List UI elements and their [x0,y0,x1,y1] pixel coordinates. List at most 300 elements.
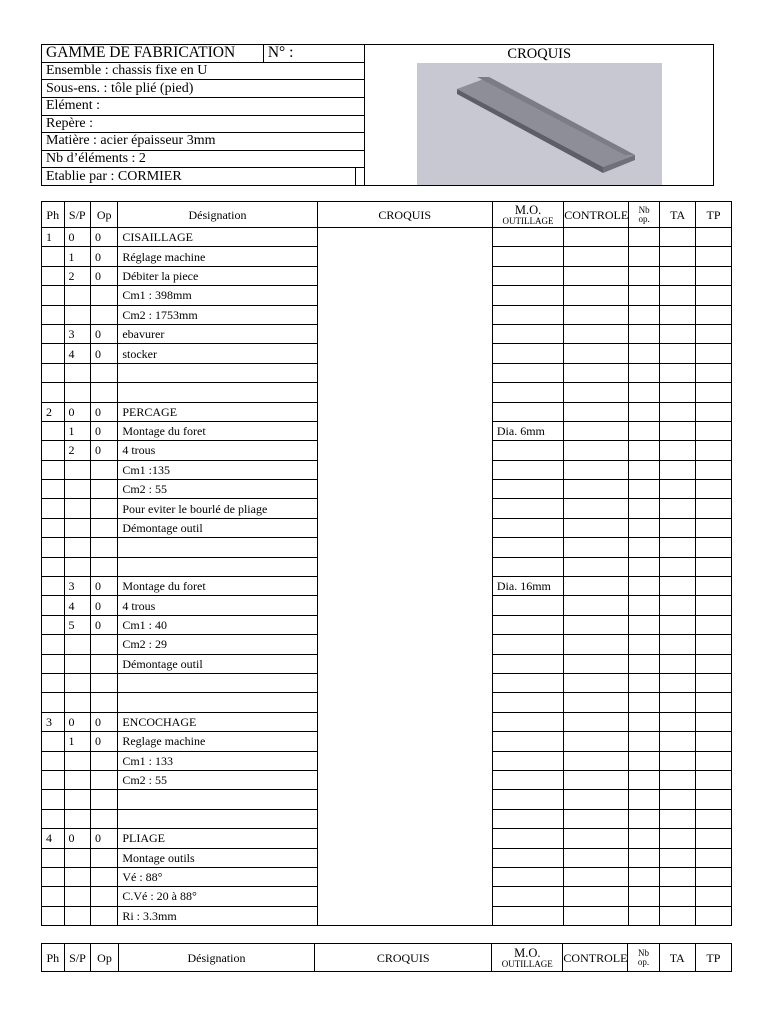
cell-ta [660,693,696,712]
cell-controle [564,712,629,731]
cell-nb-op [629,286,660,305]
cell-op [91,887,118,906]
cell-ph [42,654,65,673]
cell-mo-outillage [492,402,563,421]
cell-nb-op [629,790,660,809]
cell-sp [64,363,91,382]
cell-tp [696,228,732,247]
cell-designation: 4 trous [118,596,317,615]
cell-controle [564,383,629,402]
cell-op: 0 [91,228,118,247]
cell-ta [660,344,696,363]
cell-tp [696,460,732,479]
operations-table-continued [41,943,732,972]
col-ph: Ph [42,944,65,972]
cell-ph [42,848,65,867]
header-croquis-label: CROQUIS [507,46,572,62]
cell-croquis-area [317,228,492,926]
cell-designation: Cm1 : 398mm [118,286,317,305]
cell-tp [696,421,732,440]
cell-mo-outillage [492,867,563,886]
cell-designation: ebavurer [118,324,317,343]
cell-ph [42,441,65,460]
cell-sp: 3 [64,324,91,343]
cell-ta [660,305,696,324]
cell-sp [64,770,91,789]
cell-controle [564,577,629,596]
header-sous-ensemble: Sous-ens. : tôle plié (pied) [42,80,365,98]
cell-ph [42,596,65,615]
col-nb-label: Nb [638,204,650,215]
col-nb-op [629,202,660,228]
cell-ta [660,732,696,751]
cell-nb-op [629,518,660,537]
cell-controle [564,732,629,751]
col-op-label: op. [637,956,650,967]
cell-op [91,673,118,692]
cell-sp [64,906,91,925]
cell-tp [696,867,732,886]
cell-ta [660,402,696,421]
cell-ta [660,770,696,789]
cell-designation [118,538,317,557]
cell-mo-outillage [492,829,563,848]
cell-nb-op [629,867,660,886]
cell-op [91,383,118,402]
cell-mo-outillage [492,673,563,692]
header-element: Elément : [42,97,365,115]
cell-mo-outillage [492,499,563,518]
cell-mo-outillage [492,557,563,576]
cell-controle [564,402,629,421]
cell-designation: Débiter la piece [118,266,317,285]
cell-controle [564,596,629,615]
cell-nb-op [629,538,660,557]
cell-mo-outillage: Dia. 16mm [492,577,563,596]
cell-nb-op [629,809,660,828]
cell-op [91,286,118,305]
cell-nb-op [629,906,660,925]
cell-designation: Cm1 :135 [118,460,317,479]
cell-ta [660,324,696,343]
cell-designation: ENCOCHAGE [118,712,317,731]
cell-mo-outillage [492,770,563,789]
cell-designation: Démontage outil [118,518,317,537]
cell-op: 0 [91,596,118,615]
part-sketch-image [417,63,662,185]
cell-op [91,538,118,557]
cell-mo-outillage [492,751,563,770]
cell-ph [42,324,65,343]
cell-mo-outillage: Dia. 6mm [492,421,563,440]
cell-op: 0 [91,344,118,363]
cell-tp [696,790,732,809]
cell-designation: 4 trous [118,441,317,460]
col-ta: TA [660,202,696,228]
cell-designation: Cm2 : 1753mm [118,305,317,324]
cell-controle [564,266,629,285]
cell-mo-outillage [492,286,563,305]
col-mo-outillage [492,944,563,972]
cell-sp: 3 [64,577,91,596]
header-repere: Repère : [42,115,365,133]
cell-ta [660,460,696,479]
header-empty-cell [355,168,365,186]
cell-mo-outillage [492,615,563,634]
cell-designation: Montage du foret [118,577,317,596]
cell-controle [564,848,629,867]
cell-mo-outillage [492,460,563,479]
cell-nb-op [629,848,660,867]
cell-sp [64,693,91,712]
cell-designation: stocker [118,344,317,363]
cell-ta [660,286,696,305]
col-croquis: CROQUIS [317,202,492,228]
cell-tp [696,441,732,460]
cell-tp [696,557,732,576]
cell-controle [564,247,629,266]
cell-nb-op [629,344,660,363]
cell-ph [42,363,65,382]
col-mo-label: M.O. [514,202,542,217]
cell-mo-outillage [492,848,563,867]
cell-designation: CISAILLAGE [118,228,317,247]
cell-ph: 2 [42,402,65,421]
cell-nb-op [629,305,660,324]
cell-designation: Montage du foret [118,421,317,440]
cell-sp [64,480,91,499]
cell-sp: 0 [64,402,91,421]
cell-ta [660,363,696,382]
cell-ph: 4 [42,829,65,848]
cell-op: 0 [91,441,118,460]
cell-op [91,460,118,479]
cell-mo-outillage [492,790,563,809]
cell-controle [564,344,629,363]
cell-tp [696,673,732,692]
header-ensemble: Ensemble : chassis fixe en U [42,62,365,80]
cell-ta [660,654,696,673]
cell-tp [696,887,732,906]
header-nb-elements: Nb d’éléments : 2 [42,150,365,168]
cell-sp [64,654,91,673]
cell-mo-outillage [492,732,563,751]
cell-ph [42,518,65,537]
col-tp: TP [695,944,731,972]
cell-tp [696,848,732,867]
cell-sp: 1 [64,732,91,751]
cell-ph [42,305,65,324]
cell-controle [564,751,629,770]
header-croquis [365,45,714,186]
col-op: Op [91,944,119,972]
table-row [42,228,732,247]
cell-controle [564,480,629,499]
cell-tp [696,383,732,402]
cell-sp [64,751,91,770]
cell-sp [64,867,91,886]
cell-ta [660,790,696,809]
cell-op: 0 [91,402,118,421]
cell-sp: 4 [64,596,91,615]
cell-mo-outillage [492,480,563,499]
cell-ph [42,480,65,499]
cell-op [91,654,118,673]
cell-op [91,906,118,925]
cell-designation: Montage outils [118,848,317,867]
cell-tp [696,654,732,673]
cell-nb-op [629,383,660,402]
cell-sp: 4 [64,344,91,363]
cell-tp [696,615,732,634]
cell-mo-outillage [492,887,563,906]
cell-controle [564,286,629,305]
cell-designation: C.Vé : 20 à 88° [118,887,317,906]
col-nb-op [628,944,659,972]
cell-op [91,499,118,518]
cell-tp [696,344,732,363]
cell-nb-op [629,654,660,673]
cell-nb-op [629,577,660,596]
cell-sp [64,383,91,402]
cell-controle [564,693,629,712]
cell-tp [696,247,732,266]
cell-tp [696,751,732,770]
cell-controle [564,770,629,789]
cell-op [91,809,118,828]
cell-controle [564,867,629,886]
cell-sp: 1 [64,247,91,266]
col-controle: CONTROLE [563,944,628,972]
cell-controle [564,460,629,479]
cell-sp: 2 [64,441,91,460]
cell-sp [64,460,91,479]
cell-mo-outillage [492,266,563,285]
cell-mo-outillage [492,693,563,712]
cell-sp [64,848,91,867]
cell-tp [696,480,732,499]
cell-designation [118,383,317,402]
cell-designation: Cm1 : 40 [118,615,317,634]
cell-mo-outillage [492,809,563,828]
cell-op: 0 [91,324,118,343]
cell-nb-op [629,460,660,479]
col-mo-label: M.O. [514,945,541,960]
cell-sp [64,809,91,828]
col-controle: CONTROLE [564,202,629,228]
cell-ph [42,460,65,479]
cell-controle [564,538,629,557]
cell-ta [660,518,696,537]
cell-tp [696,809,732,828]
col-sp: S/P [64,944,91,972]
cell-designation: Cm1 : 133 [118,751,317,770]
cell-mo-outillage [492,305,563,324]
cell-ph [42,383,65,402]
cell-ph [42,421,65,440]
cell-controle [564,673,629,692]
cell-designation [118,809,317,828]
cell-controle [564,809,629,828]
cell-nb-op [629,887,660,906]
cell-op: 0 [91,732,118,751]
cell-nb-op [629,615,660,634]
cell-tp [696,324,732,343]
cell-ph [42,867,65,886]
cell-op [91,305,118,324]
col-ta: TA [659,944,695,972]
col-outillage-label: OUTILLAGE [502,215,554,226]
cell-ta [660,887,696,906]
cell-nb-op [629,441,660,460]
cell-mo-outillage [492,906,563,925]
cell-ta [660,247,696,266]
col-nb-label: Nb [638,947,650,958]
cell-sp: 5 [64,615,91,634]
cell-ta [660,712,696,731]
cell-sp: 1 [64,421,91,440]
cell-ph [42,635,65,654]
cell-sp [64,305,91,324]
cell-ph [42,286,65,305]
cell-mo-outillage [492,247,563,266]
cell-controle [564,441,629,460]
cell-mo-outillage [492,228,563,247]
cell-sp [64,499,91,518]
cell-tp [696,286,732,305]
cell-sp [64,673,91,692]
cell-designation [118,673,317,692]
cell-ta [660,635,696,654]
cell-ta [660,829,696,848]
cell-nb-op [629,557,660,576]
cell-nb-op [629,324,660,343]
cell-mo-outillage [492,635,563,654]
col-mo-outillage [492,202,563,228]
cell-ta [660,673,696,692]
cell-tp [696,499,732,518]
cell-ta [660,228,696,247]
col-sp: S/P [64,202,91,228]
cell-tp [696,829,732,848]
cell-controle [564,228,629,247]
cell-ta [660,557,696,576]
cell-ta [660,615,696,634]
cell-designation: Cm2 : 55 [118,770,317,789]
cell-sp: 0 [64,228,91,247]
cell-sp: 0 [64,712,91,731]
col-designation: Désignation [118,944,314,972]
col-outillage-label: OUTILLAGE [501,958,553,969]
cell-designation: PLIAGE [118,829,317,848]
cell-designation [118,363,317,382]
cell-ph: 1 [42,228,65,247]
cell-tp [696,266,732,285]
cell-controle [564,887,629,906]
cell-nb-op [629,402,660,421]
col-ph: Ph [42,202,65,228]
cell-mo-outillage [492,383,563,402]
cell-controle [564,790,629,809]
cell-op [91,867,118,886]
cell-sp [64,635,91,654]
cell-nb-op [629,770,660,789]
cell-sp [64,518,91,537]
cell-tp [696,732,732,751]
cell-nb-op [629,693,660,712]
cell-sp [64,790,91,809]
cell-nb-op [629,480,660,499]
cell-ph [42,247,65,266]
col-tp: TP [696,202,732,228]
cell-nb-op [629,363,660,382]
cell-ph [42,809,65,828]
cell-designation [118,693,317,712]
cell-nb-op [629,751,660,770]
cell-controle [564,654,629,673]
cell-op [91,693,118,712]
cell-op: 0 [91,712,118,731]
cell-op [91,635,118,654]
cell-controle [564,615,629,634]
cell-designation: Cm2 : 29 [118,635,317,654]
cell-controle [564,324,629,343]
cell-tp [696,363,732,382]
cell-ph [42,344,65,363]
cell-controle [564,635,629,654]
cell-ta [660,421,696,440]
cell-ta [660,499,696,518]
cell-ph [42,887,65,906]
cell-nb-op [629,596,660,615]
cell-nb-op [629,266,660,285]
cell-ph [42,266,65,285]
cell-mo-outillage [492,344,563,363]
cell-ta [660,266,696,285]
operations-table [41,201,732,926]
cell-mo-outillage [492,596,563,615]
cell-ph: 3 [42,712,65,731]
cell-op [91,790,118,809]
cell-controle [564,421,629,440]
cell-designation: Reglage machine [118,732,317,751]
cell-mo-outillage [492,654,563,673]
cell-designation: PERCAGE [118,402,317,421]
cell-nb-op [629,499,660,518]
cell-ph [42,538,65,557]
cell-tp [696,305,732,324]
cell-ta [660,538,696,557]
cell-tp [696,693,732,712]
operations-body [42,228,732,926]
table-header-row [42,202,732,228]
cell-ph [42,770,65,789]
cell-designation [118,557,317,576]
cell-ta [660,577,696,596]
cell-tp [696,518,732,537]
header-etablie-par: Etablie par : CORMIER [42,168,356,186]
col-op: Op [91,202,118,228]
document-title: GAMME DE FABRICATION [42,45,264,63]
col-croquis: CROQUIS [315,944,492,972]
cell-tp [696,538,732,557]
cell-mo-outillage [492,324,563,343]
cell-designation: Réglage machine [118,247,317,266]
cell-mo-outillage [492,712,563,731]
cell-controle [564,557,629,576]
cell-designation: Vé : 88° [118,867,317,886]
cell-ph [42,906,65,925]
